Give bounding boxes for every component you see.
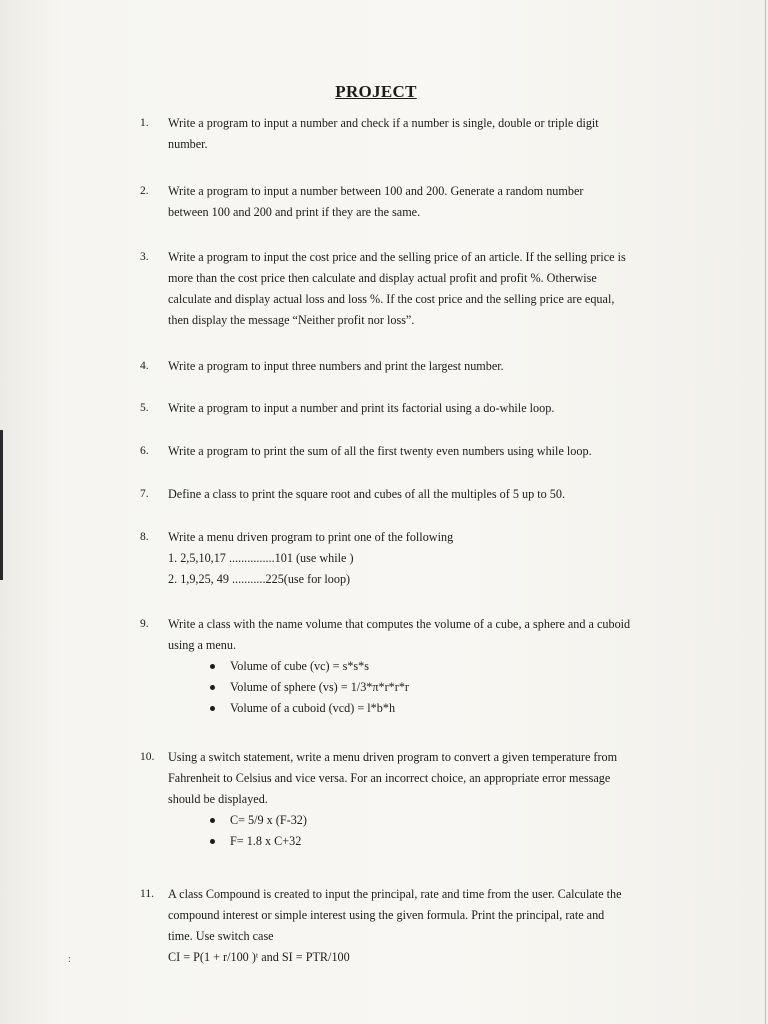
question-number: 8. [140,531,149,543]
question-text: then display the message “Neither profit nor loss”. [168,313,415,327]
question-number: 10. [140,751,155,763]
question-number: 4. [140,360,149,372]
question-text: Using a switch statement, write a menu driven program to convert a given temperature from [168,750,618,764]
question-number: 6. [140,445,149,457]
question-text: 2. 1,9,25, 49 ...........225(use for loop) [168,572,351,586]
bullet-item: Volume of cube (vc) = s*s*s [168,656,660,677]
question-number: 11. [140,888,154,900]
question-text: should be displayed. [168,792,268,806]
question-1 [140,113,660,155]
question-text: calculate and display actual loss and loss %. If the cost price and the selling price are equal, [168,292,615,306]
question-3 [140,247,660,331]
question-text: Write a program to input the cost price and the selling price of an article. If the selling price is [168,250,626,264]
question-text: more than the cost price then calculate and display actual profit and profit %. Otherwise [168,271,597,285]
question-text: A class Compound is created to input the principal, rate and time from the user. Calculate the [168,887,622,901]
page-edge-line [765,0,766,1024]
question-5 [140,398,660,419]
question-text: CI = P(1 + r/100 )ᵗ and SI = PTR/100 [168,950,350,964]
question-number: 5. [140,402,149,414]
question-number: 7. [140,488,149,500]
question-11 [140,884,660,968]
question-text: number. [168,137,208,151]
page-title: PROJECT [335,82,417,101]
question-8 [140,527,660,590]
question-6 [140,441,660,462]
bullet-list [168,656,660,719]
question-text: Fahrenheit to Celsius and vice versa. For an incorrect choice, an appropriate error message [168,771,611,785]
question-text: 1. 2,5,10,17 ...............101 (use while ) [168,551,354,565]
question-text: using a menu. [168,638,237,652]
scan-speck: : [68,954,71,965]
question-text: Write a program to input a number and print its factorial using a do-while loop. [168,401,555,415]
bullet-item: Volume of sphere (vs) = 1/3*π*r*r*r [168,677,660,698]
question-text: Write a program to input three numbers and print the largest number. [168,359,504,373]
question-text: Write a program to print the sum of all the first twenty even numbers using while loop. [168,444,592,458]
question-7 [140,484,660,505]
question-9 [140,614,660,719]
question-text: Write a program to input a number and check if a number is single, double or triple digit [168,116,599,130]
bullet-item: Volume of a cuboid (vcd) = l*b*h [168,698,660,719]
bullet-item: F= 1.8 x C+32 [168,831,660,852]
question-text: Write a menu driven program to print one of the following [168,530,454,544]
question-text: between 100 and 200 and print if they are the same. [168,205,421,219]
question-text: time. Use switch case [168,929,274,943]
question-number: 1. [140,117,149,129]
question-text: Write a class with the name volume that computes the volume of a cube, a sphere and a cuboid [168,617,631,631]
question-text: compound interest or simple interest using the given formula. Print the principal, rate and [168,908,605,922]
question-10 [140,747,660,852]
question-number: 9. [140,618,149,630]
question-4 [140,356,660,377]
question-text: Define a class to print the square root and cubes of all the multiples of 5 up to 50. [168,487,566,501]
page-edge-shadow [0,430,3,580]
bullet-list [168,810,660,852]
question-2 [140,181,660,223]
bullet-item: C= 5/9 x (F-32) [168,810,660,831]
question-text: Write a program to input a number between 100 and 200. Generate a random number [168,184,584,198]
question-number: 2. [140,185,149,197]
question-number: 3. [140,251,149,263]
